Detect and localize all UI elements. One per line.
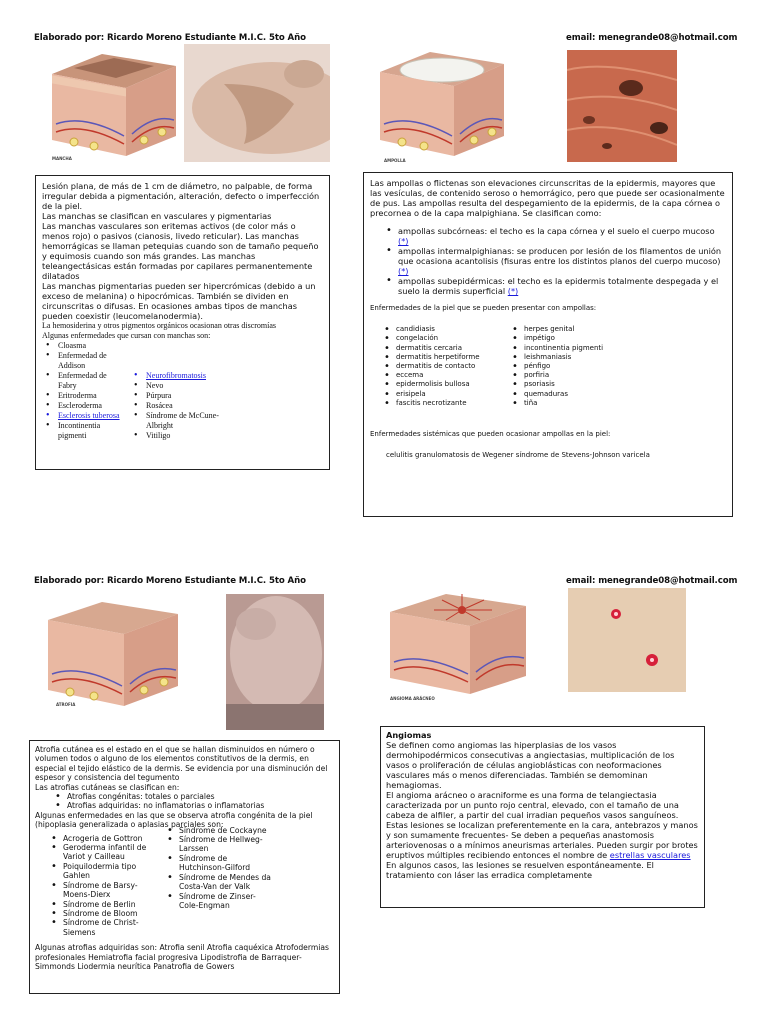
angioma-caption: ANGIOMA ARÁCNEO	[390, 696, 435, 701]
manchas-vasculares: Las manchas vasculares son eritemas activos (de color más o menos rojo) o pasivos (cianosis, livedo reticular). Las manchas hemorrágicas se llaman petequias cuando son de tamaño pequeño y equimosis cuando son más grandes. Las manchas teleangectásicas están formadas por capilares permanentemente dilatados	[42, 221, 319, 281]
list-item: • Vitiligo	[130, 431, 240, 441]
list-item: • Síndrome de Hellweg-Larssen	[163, 835, 273, 854]
list-item: • Poiquilodermia tipo Gahlen	[47, 862, 163, 881]
list-item: • dermatitis herpetiforme	[380, 353, 508, 362]
list-item: • quemaduras	[508, 390, 608, 399]
list-item: • Síndrome de Bloom	[47, 909, 163, 918]
mancha-caption: MANCHA	[52, 156, 72, 161]
email-header-bottom: email: menegrande08@hotmail.com	[566, 576, 738, 586]
list-item: • Síndrome de Hutchinson-Gilford	[163, 854, 273, 873]
ampollas-diseases-right	[508, 325, 608, 408]
atrofias-classification: Las atrofias cutáneas se clasifican en:	[35, 782, 180, 792]
email-header-top: email: menegrande08@hotmail.com	[566, 33, 738, 43]
list-item: • Incontinentia pigmenti	[42, 421, 126, 441]
mancha-photo	[184, 44, 330, 162]
angiomas-panel	[380, 726, 705, 908]
manchas-list-left	[42, 341, 126, 441]
ampollas-systemic-list: celulitis granulomatosis de Wegener síndrome de Stevens-Johnson varicela	[386, 451, 650, 460]
list-item: • eccema	[380, 371, 508, 380]
atrofias-list-left	[47, 834, 163, 937]
manchas-list-right	[130, 371, 240, 441]
list-item: • Síndrome de Christ-Siemens	[47, 918, 163, 937]
manchas-panel	[35, 175, 330, 470]
list-item: • Síndrome de Zinser-Cole-Engman	[163, 892, 273, 911]
list-item: • dermatitis cercaria	[380, 344, 508, 353]
list-item: • candidiasis	[380, 325, 508, 334]
ampollas-definition: Las ampollas o flictenas son elevaciones circunscritas de la epidermis, mayores que las vesículas, de contenido seroso o hemorrágico, pero que puede ser ocasionalmente de pus. Las ampollas resulta del despegamiento de la epidermis, de la capa córnea o precornea o de la capa malpighiana. Se clasifican como:	[370, 178, 725, 218]
list-item: • Acrogeria de Gottron	[47, 834, 163, 843]
list-item: • Rosácea	[130, 401, 240, 411]
author-header-bottom: Elaborado por: Ricardo Moreno Estudiante M.I.C. 5to Año	[34, 576, 306, 586]
manchas-classification: Las manchas se clasifican en vasculares y pigmentarias	[42, 211, 272, 221]
list-item: • pénfigo	[508, 362, 608, 371]
list-item: • fascitis necrotizante	[380, 399, 508, 408]
list-item: • Escleroderma	[42, 401, 126, 411]
ampolla-photo	[567, 50, 677, 162]
esclerosis-tuberosa-link[interactable]: • Esclerosis tuberosa	[42, 411, 126, 421]
list-item: • Enfermedad de Addison	[42, 351, 126, 371]
estrellas-vasculares-link[interactable]: estrellas vasculares	[609, 850, 691, 860]
atrofias-acquired: Algunas atrofias adquiridas son: Atrofia senil Atrofia caquéxica Atrofodermias profesionales Hemiatrofia facial progresiva Lipodistrofia de Barraquer-Simmonds Liodermia neurítica Panatrofia de Gowers	[35, 943, 329, 971]
atrofias-panel	[29, 740, 340, 994]
angioma-photo	[568, 588, 686, 692]
list-item: • Eritroderma	[42, 391, 126, 401]
manchas-diseases-intro: Algunas enfermedades que cursan con manchas son:	[42, 330, 211, 340]
list-item: • congelación	[380, 334, 508, 343]
list-item: • herpes genital	[508, 325, 608, 334]
ampolla-skin-diagram	[372, 40, 510, 166]
list-item: • ampollas subcórneas: el techo es la capa córnea y el suelo el cuerpo mucoso (*)	[382, 226, 726, 246]
author-header-top: Elaborado por: Ricardo Moreno Estudiante M.I.C. 5to Año	[34, 33, 306, 43]
ampollas-panel	[363, 172, 733, 517]
list-item: • Síndrome de Berlin	[47, 900, 163, 909]
list-item: • Atrofias congénitas: totales o parciales	[51, 792, 334, 801]
list-item: • Síndrome de Cockayne	[163, 826, 273, 835]
list-item: • dermatitis de contacto	[380, 362, 508, 371]
list-item: • Atrofias adquiridas: no inflamatorias o inflamatorias	[51, 801, 334, 810]
neurofibromatosis-link[interactable]: • Neurofibromatosis	[130, 371, 240, 381]
ampollas-skin-diseases-title: Enfermedades de la piel que se pueden presentar con ampollas:	[370, 304, 597, 312]
atrofias-types-list	[51, 792, 334, 811]
reference-link[interactable]: (*)	[398, 236, 409, 246]
list-item: • ampollas subepidérmicas: el techo es la epidermis totalmente despegada y el suelo la dermis superficial (*)	[382, 276, 726, 296]
list-item: • Geroderma infantil de Variot y Cailleau	[47, 843, 163, 862]
angiomas-treatment: En algunos casos, las lesiones se resuelven espontáneamente. El tratamiento con láser las erradica completamente	[386, 860, 654, 880]
list-item: • psoriasis	[508, 380, 608, 389]
manchas-definition: Lesión plana, de más de 1 cm de diámetro, no palpable, de forma irregular debida a pigmentación, alteración, defecto o imperfección de la piel.	[42, 181, 320, 211]
ampollas-systemic-title: Enfermedades sistémicas que pueden ocasionar ampollas en la piel:	[370, 430, 611, 439]
list-item: • Enfermedad de Fabry	[42, 371, 126, 391]
list-item: • erisipela	[380, 390, 508, 399]
angioma-skin-diagram	[382, 586, 532, 702]
angiomas-definition: Se definen como angiomas las hiperplasias de los vasos dermohipodérmicos consecutivas a angiectasias, multiplicación de los vasos o proliferación de células angioblásticas con neoformaciones vasculares más o menos diferenciadas. También se demominan hemagiomas.	[386, 740, 675, 790]
list-item: • Síndrome de McCune-Albright	[130, 411, 240, 431]
list-item: • ampollas intermalpighianas: se producen por lesión de los filamentos de unión que ocasiona acantolisis (fisuras entre los distintos planos del cuerpo mucoso) (*)	[382, 246, 726, 276]
atrofias-definition: Atrofia cutánea es el estado en el que se hallan disminuidos en número o volumen todos o alguno de los elementos constitutivos de la dermis, en especial el tejido elástico de la dermis. Se evidencia por una disminución del espesor y consistencia del tegumento	[35, 745, 328, 783]
list-item: • Síndrome de Mendes da Costa-Van der Valk	[163, 873, 273, 892]
angiomas-title: Angiomas	[386, 730, 432, 740]
list-item: • epidermolisis bullosa	[380, 380, 508, 389]
list-item: • impétigo	[508, 334, 608, 343]
list-item: • incontinentia pigmenti	[508, 344, 608, 353]
atrofia-caption: ATROFIA	[56, 702, 76, 707]
ampollas-types-list	[382, 226, 726, 296]
list-item: • tiña	[508, 399, 608, 408]
manchas-discromias: La hemosiderina y otros pigmentos orgánicos ocasionan otras discromías	[42, 321, 277, 330]
atrofias-list-right	[163, 826, 273, 937]
list-item: • Púrpura	[130, 391, 240, 401]
list-item: • leishmaniasis	[508, 353, 608, 362]
list-item: • porfiria	[508, 371, 608, 380]
reference-link[interactable]: (*)	[507, 286, 519, 296]
ampollas-diseases-left	[380, 325, 508, 408]
ampolla-caption: AMPOLLA	[384, 158, 406, 163]
mancha-skin-diagram	[44, 44, 182, 162]
atrofias-congenital-intro: Algunas enfermedades en las que se observa atrofia congénita de la piel (hipoplasia generalizada o aplasias parciales son:	[35, 810, 313, 830]
atrofia-photo	[226, 594, 324, 730]
angiomas-aracneo: El angioma arácneo o aracniforme es una forma de telangiectasia caracterizada por un punto rojo central, elevado, con el tamaño de una cabeza de alfiler, a partir del cual irradian pequeños vasos sanguíneos. Estas lesiones se localizan preferentemente en la cara, antebrazos y manos y son sumamente frecuentes- Se deben a pequeñas anastomosis arteriovenosas o a mínimos aneurismas arteriales. Pueden surgir por brotes eruptivos múltiples recibiendo entonces el nombre de estrellas vasculares	[386, 790, 698, 860]
manchas-pigmentarias: Las manchas pigmentarias pueden ser hipercrómicas (debido a un exceso de melanina) o hipocrómicas. También se dividen en circunscritas o difusas. En ocasiones ambas tipos de manchas pueden coexistir (leucomelanodermia).	[42, 281, 316, 321]
list-item: • Cloasma	[42, 341, 126, 351]
list-item: • Síndrome de Barsy-Moens-Dierx	[47, 881, 163, 900]
list-item: • Nevo	[130, 381, 240, 391]
reference-link[interactable]: (*)	[398, 266, 409, 276]
atrofia-skin-diagram	[40, 592, 184, 714]
